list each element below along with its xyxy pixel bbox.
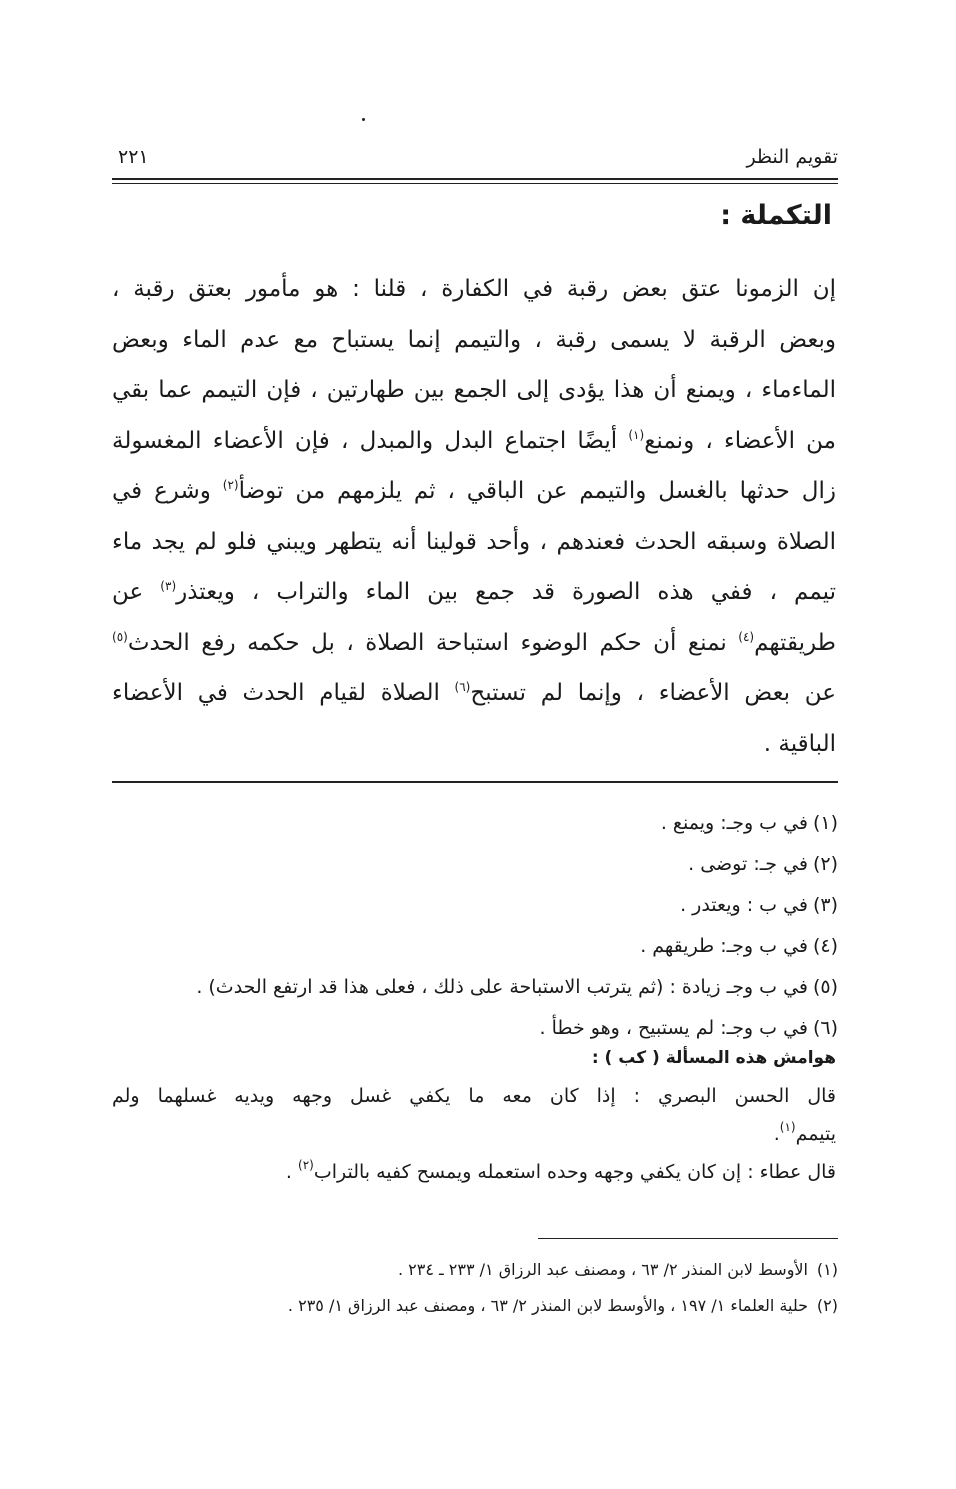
text-line [112,1153,836,1191]
text-line: قال الحسن البصري : إذا كان معه ما يكفي غسل وجهه ويديه غسلهما ولم [112,1085,836,1107]
text-line [112,466,836,517]
footnote-number: (٣) [812,894,838,916]
footnote-text: في ب وجـ: ويمنع . [660,812,808,834]
text-segment: قال عطاء : إن كان يكفي وجهه وحده استعمله ويمسح كفيه بالتراب [313,1161,836,1183]
text-segment: عن بعض الأعضاء ، وإنما لم تستبح [470,680,836,706]
footnote-marker: (١) [779,1120,796,1134]
footnote [112,890,838,931]
footnote [112,931,838,972]
text-segment: يتيمم [795,1123,836,1145]
margin-note-ata [112,1153,838,1191]
header-rule [112,178,838,184]
footnote [112,972,838,1013]
footnote-number: (٦) [812,1017,838,1039]
text-segment: . [773,1123,780,1145]
footnote-text: في ب وجـ: لم يستبيح ، وهو خطأ . [539,1017,808,1039]
reference [180,1258,838,1294]
text-segment: زال حدثها بالغسل والتيمم عن الباقي ، ثم يلزمهم من توضأ [238,478,836,504]
footnote-number: (٢) [812,853,838,875]
main-text [112,264,836,769]
text-segment: الصلاة لقيام الحدث في الأعضاء [112,680,455,706]
footnote-marker: (٢) [222,478,239,492]
footnote-number: (٤) [812,935,838,957]
section-heading: التكملة : [720,200,832,231]
reference [180,1294,838,1330]
text-line [112,618,836,669]
text-segment: . [285,1161,298,1183]
footnote-marker: (٣) [160,579,177,593]
running-title: تقويم النظر [746,146,838,168]
text-line [112,668,836,719]
text-line [112,567,836,618]
text-line: الصلاة وسبقه الحدث فعندهم ، وأحد قولينا أنه يتطهر ويبني فلو لم يجد ماء [112,528,836,555]
margin-note-hasan [112,1077,838,1153]
text-line: وبعض الرقبة لا يسمى رقبة ، والتيمم إنما يستباح مع عدم الماء وبعض [112,326,836,353]
footnote [112,849,838,890]
text-line: إن الزمونا عتق بعض رقبة في الكفارة ، قلنا : هو مأمور بعتق رقبة ، [112,276,836,302]
page-number: ٢٢١ [118,146,149,168]
footnote-marker: (٤) [738,629,755,644]
text-line: الباقية . [763,730,836,757]
footnote-text: في جـ: توضى . [688,853,808,875]
stray-dot [362,118,365,121]
footnote-number: (٥) [812,976,838,998]
reference-number: (١) [816,1260,838,1279]
margins-heading: هوامش هذه المسألة ( كب ) : [591,1048,836,1068]
footnotes-block [112,808,838,1191]
text-line [112,1115,836,1153]
footnote [112,1013,838,1043]
footnote-marker: (٦) [454,680,471,694]
footnote-number: (١) [812,812,838,834]
text-line: الماءماء ، ويمنع أن هذا يؤدى إلى الجمع بين طهارتين ، فإن التيمم عما بقي [112,377,836,403]
text-segment: أيضًا اجتماع البدل والمبدل ، فإن الأعضاء المغسولة [112,427,629,454]
text-segment: عن [112,579,161,605]
footnote-text: في ب وجـ: طريقهم . [640,935,808,957]
reference-separator [538,1238,838,1239]
text-segment: طريقتهم [754,629,836,656]
running-header [112,144,838,172]
footnote-text: في ب : ويعتدر . [680,894,808,916]
text-segment: نمنع أن حكم الوضوء استباحة الصلاة ، بل حكمه رفع الحدث [127,629,739,656]
footnote-text: في ب وجـ زيادة : (ثم يترتب الاستباحة على ذلك ، فعلى هذا قد ارتفع الحدث) . [196,976,808,998]
footnote [112,808,838,849]
footnote-marker: (٥) [112,629,128,644]
reference-number: (٢) [816,1296,838,1315]
footnote-marker: (٢) [298,1158,314,1172]
text-line [112,416,836,467]
reference-text: الأوسط لابن المنذر ٢/ ٦٣ ، ومصنف عبد الرزاق ١/ ٢٣٣ ـ ٢٣٤ . [397,1260,808,1279]
reference-text: حلية العلماء ١/ ١٩٧ ، والأوسط لابن المنذر ٢/ ٦٣ ، ومصنف عبد الرزاق ١/ ٢٣٥ . [287,1296,808,1315]
text-segment: وشرع في [112,478,223,504]
text-segment: من الأعضاء ، ونمنع [644,427,836,454]
text-segment: تيمم ، ففي هذه الصورة قد جمع بين الماء والتراب ، ويعتذر [176,579,836,605]
footnote-separator [112,781,838,783]
footnote-marker: (١) [628,427,645,442]
references-block [180,1258,838,1330]
